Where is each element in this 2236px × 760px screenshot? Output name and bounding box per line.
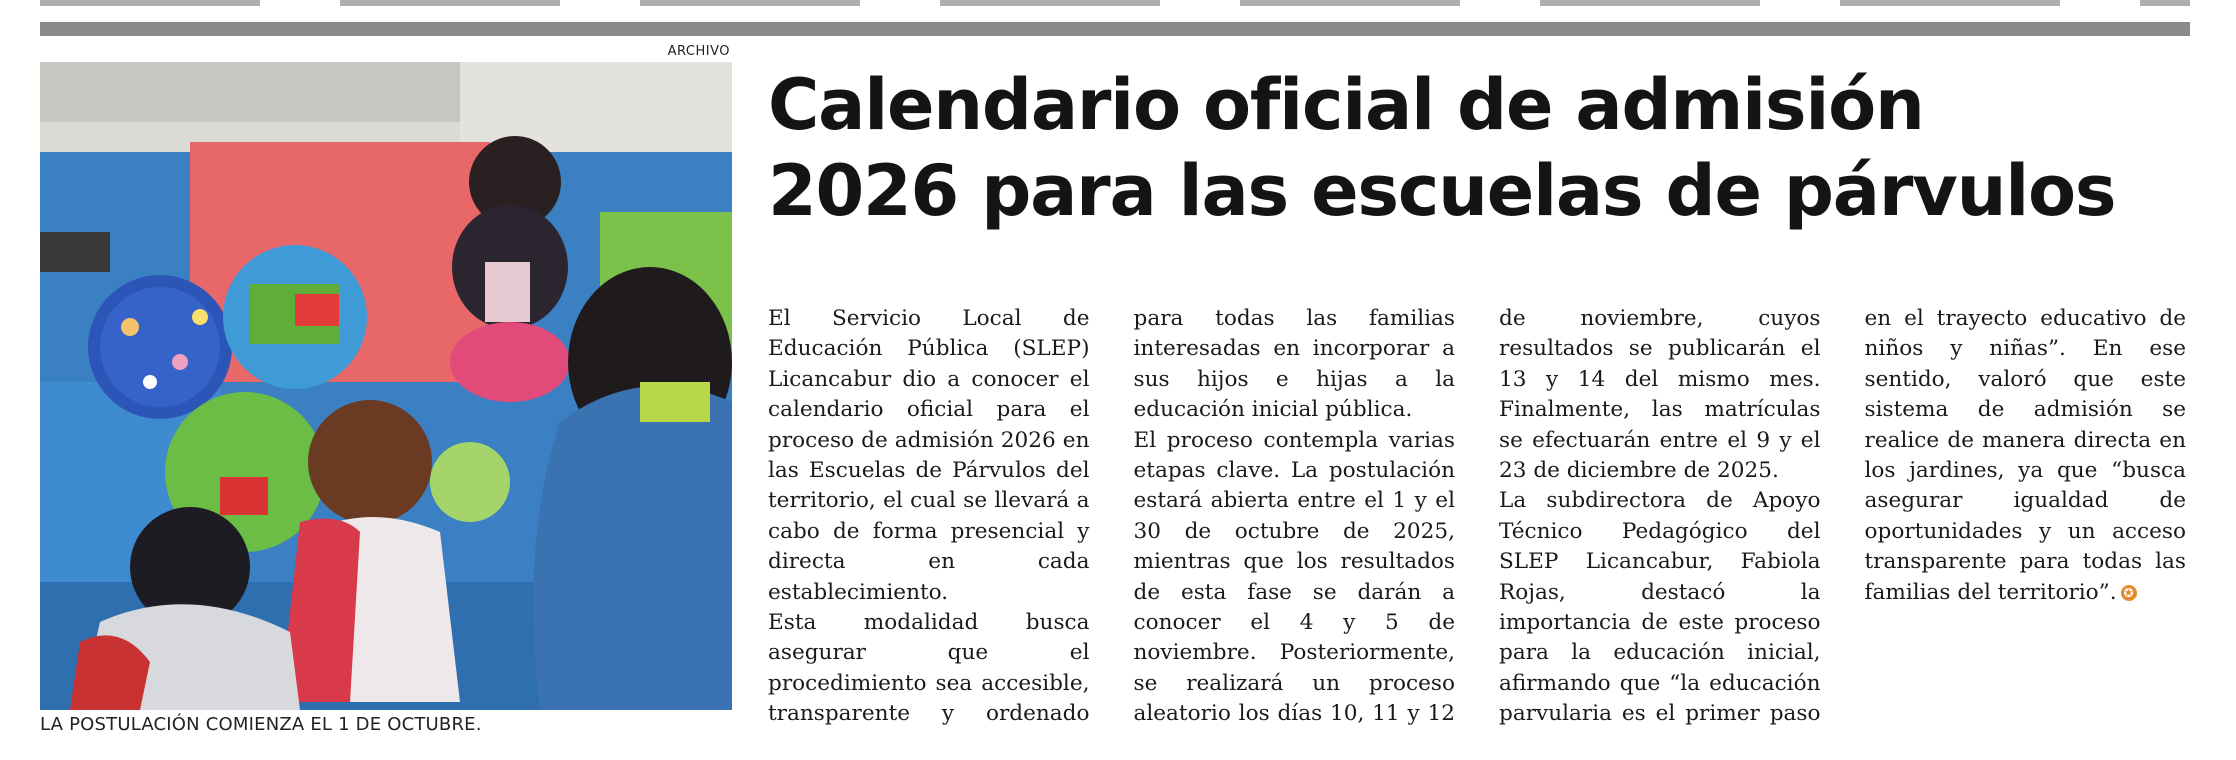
headline-line-2: 2026 para las escuelas de párvulos bbox=[768, 150, 2116, 232]
paragraph-4-text: La subdirectora de Apoyo Técnico Pedagógico del SLEP Licancabur, Fabiola Rojas, destacó la importancia de este proceso para la educación inicial, afirmando que “la educación parvularia es el primer paso en el trayecto educativo de niños y niñas”. En ese sentido, valoró que este sistema de admisión se realice de manera directa en los jardines, ya que “busca asegurar igualdad de oportunidades y un acceso transparente para todas las familias del territorio”. bbox=[1499, 306, 2186, 727]
masthead-strip bbox=[40, 0, 2190, 6]
headline bbox=[768, 62, 2188, 234]
article-photo bbox=[40, 62, 732, 710]
article-body bbox=[768, 304, 2186, 744]
end-of-article-icon: ✪ bbox=[2121, 585, 2137, 601]
children-playing-illustration bbox=[40, 62, 732, 710]
photo-credit: ARCHIVO bbox=[667, 44, 730, 59]
paragraph-3: El proceso contempla varias etapas clave. La postulación estará abierta entre el 1 y el 30 de octubre de 2025, mientras que los resultados de esta fase se darán a conocer el 4 y 5 de noviembre. Posteriormente, se realizará un proceso aleatorio los días 10, 11 y 12 de noviembre, cuyos resultados se publicarán el 13 y 14 del mismo mes. Finalmente, las matrículas se efectuarán entre el 9 y el 23 de diciembre de 2025. bbox=[1133, 306, 1821, 727]
photo-caption: LA POSTULACIÓN COMIENZA EL 1 DE OCTUBRE. bbox=[40, 714, 482, 735]
paragraph-2: Esta modalidad busca asegurar que el procedimiento sea accesible, transparente y ordenado para todas las familias interesadas en incorporar a sus hijos e hijas a la educación inicial pública. bbox=[768, 306, 1455, 727]
headline-line-1: Calendario oficial de admisión bbox=[768, 64, 1924, 146]
top-rule bbox=[40, 22, 2190, 36]
paragraph-1: El Servicio Local de Educación Pública (SLEP) Licancabur dio a conocer el calendario oficial para el proceso de admisión 2026 en las Escuelas de Párvulos del territorio, el cual se llevará a cabo de forma presencial y directa en cada establecimiento. bbox=[768, 306, 1090, 605]
